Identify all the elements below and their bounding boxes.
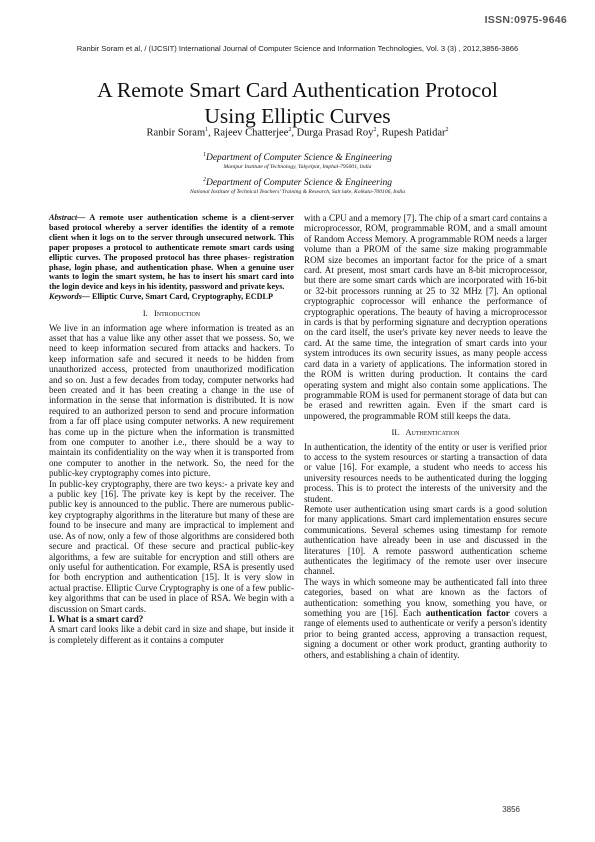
affiliation-2: [0, 177, 595, 195]
author-affil-sup: 1: [205, 127, 209, 133]
section-heading-authentication: [304, 428, 547, 438]
affiliation-dept-text: Department of Computer Science & Engineering: [205, 153, 392, 164]
affiliation-dept: [0, 152, 595, 163]
paper-title: [0, 77, 595, 129]
abstract: [49, 213, 294, 292]
paragraph: A smart card looks like a debit card in size and shape, but inside it is completely different as it contains a computer: [49, 624, 294, 645]
author-affil-sup: 2: [373, 127, 377, 133]
section-heading-introduction: [49, 309, 294, 319]
keywords-label: Keywords—: [49, 292, 90, 302]
keywords-text: Elliptic Curve, Smart Card, Cryptography, ECDLP: [89, 292, 274, 302]
section-number: I.: [142, 309, 148, 319]
right-column: [304, 213, 547, 660]
affiliation-sup: 2: [202, 177, 206, 183]
author-name: Rupesh Patidar: [381, 127, 446, 139]
issn-label: ISSN:0975-9646: [484, 14, 567, 26]
paragraph: In public-key cryptography, there are two keys:- a private key and a public key [16]. The private key is kept by the receiver. The public key is announced to the public. There are numerous public-key cryptography algorithms in the literature but many of these are found to be insecure and many are impractical to implement and use. As of now, only a few of those algorithms are considered both secure and practical. Of these secure and practical public-key algorithms, a few are suitable for encryption and still others are only useful for authentication. For example, RSA is presently used for both encryption and authentication [15]. It is very slow in actual practise. Elliptic Curve Cryptography is one of a few public-key algorithms that can be used in place of RSA. We begin with a discussion on Smart cards.: [49, 478, 294, 614]
affiliation-1: [0, 152, 595, 170]
abstract-text: A remote user authentication scheme is a client-server based protocol whereby a server identifies the identity of a remote client when it logs on to the server through unsecured network. This paper proposes a protocol to authenticate remote smart cards using elliptic curves. The proposed protocol has three phases- registration phase, login phase, and authentication phase. When a genuine user wants to login the smart system, he has to insert his smart card into the login device and keys in his identity, password and private keys.: [49, 213, 294, 292]
text-run: The ways in which someone may be authenticated fall into three categories, based on what are known as the factors of authentication: something you know, something you have, or something you are [16]. Each: [304, 576, 547, 619]
section-title: Authentication: [405, 428, 460, 438]
author-name: Durga Prasad Roy: [296, 127, 374, 139]
section-number: II.: [391, 428, 400, 438]
subsection-heading: I. What is a smart card?: [49, 613, 144, 624]
section-title: Introduction: [154, 309, 201, 319]
running-header: Ranbir Soram et al, / (IJCSIT) International Journal of Computer Science and Information Technologies, Vol. 3 (3) , 2012,3856-3866: [76, 44, 519, 53]
paragraph: Remote user authentication using smart cards is a good solution for many applications. Smart card implementation ensures secure communications. Several schemes using timestamp for remote authentication have already been in use and discussed in the literatures [10]. A remote password authentication scheme authenticates the legitimacy of the remote user over insecure channel.: [304, 503, 547, 577]
author-affil-sup: 2: [288, 127, 292, 133]
affiliation-dept: [0, 177, 595, 188]
affiliation-inst: Manipur Institute of Technology, Takyelpat, Imphal-795001, India: [223, 164, 372, 171]
keywords: [49, 292, 294, 302]
bold-term: authentication factor: [425, 608, 510, 619]
paragraph-continued: with a CPU and a memory [7]. The chip of a smart card contains a microprocessor, ROM, programmable ROM, and a small amount of Random Access Memory. A programmable ROM needs a larger volume than a PROM of the same size making programmable ROM size becomes an important factor for the price of a smart card. At present, most smart cards have an 8-bit microprocessor, but there are some smart cards which are incorporated with 16-bit or 32-bit processors running at 25 to 32 MHz [7]. An optional cryptographic coprocessor will enhance the performance of cryptographic operations. The beauty of having a microprocessor in cards is that by performing signature and decryption operations on the card itself, the user's private key never needs to leave the card. At the same time, the integration of smart cards into your system introduces its own security issues, as many people access card data in a variety of applications. The information stored in the ROM is written during production. It contains the card operating system and might also contain some applications. The programmable ROM is used for permanent storage of data but can be erased and rewritten again. Even if the smart card is unpowered, the programmable ROM still keeps the data.: [304, 213, 547, 421]
author-name: Rajeev Chatterjee: [213, 127, 289, 139]
left-column: [49, 213, 294, 645]
author-list: Ranbir Soram$^1$, Rajeev Chatterjee$^2$, Durga Prasad Roy$^2$, Rupesh Patidar$^2$: [146, 127, 449, 139]
author-name: Ranbir Soram: [146, 127, 206, 139]
affiliation-sup: 1: [202, 152, 206, 158]
title-line-2: Using Elliptic Curves: [204, 104, 391, 128]
paragraph: In authentication, the identity of the entity or user is verified prior to access to the system resources or starting a transaction of data or value [16]. For example, a student who needs to access his university resources needs to be authenticated during the logging process. This is to protect the interests of the university and the student.: [304, 441, 547, 504]
text-run: covers a range of elements used to authenticate or verify a person's identity prior to being granted access, approving a transaction request, signing a document or other work product, granting authority to others, and establishing a chain of identity.: [304, 608, 547, 660]
page-number: 3856: [502, 805, 520, 814]
affiliation-dept-text: Department of Computer Science & Engineering: [205, 178, 392, 189]
paragraph: We live in an information age where information is treated as an asset that has a value like any other asset that we possess. So, we need to keep information secured from attacks and hackers. To keep information safe and secured it needs to be hidden from unauthorized access, protected from unauthorized modification and so on. Just a few decades from today, computer networks had been created and it has been creating a change in the use of information in the sense that information is distributed. It is now required to an authorized person to send and procure information from a far off place using computer networks. A new requirement has come up in the picture when the information is transmitted from one computer to another i.e., there should be a way to maintain its confidentiality on the way when it is transported from one computer to another in the network. So, the need for the public-key cryptography comes into picture.: [49, 322, 294, 479]
paragraph: [304, 577, 547, 660]
title-line-1: A Remote Smart Card Authentication Protocol: [97, 78, 498, 102]
author-affil-sup: 2: [445, 127, 449, 133]
abstract-label: Abstract—: [49, 213, 86, 222]
affiliation-inst: National Institute of Technical Teachers' Training & Research, Salt lake, Kolkata-700106, India: [190, 189, 405, 196]
